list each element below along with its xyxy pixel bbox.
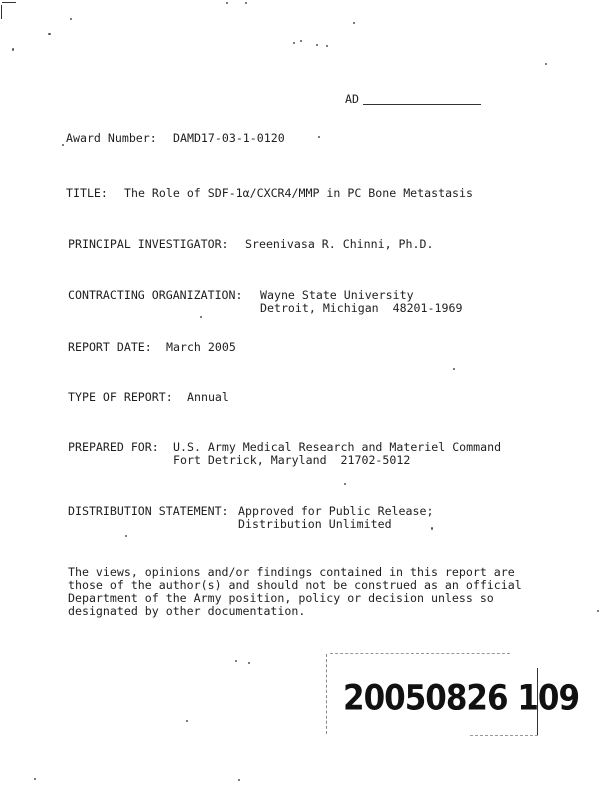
scan-mark: [12, 48, 14, 51]
scan-mark: [62, 144, 64, 146]
prepared-for-line2: Fort Detrick, Maryland 21702-5012: [173, 453, 411, 467]
ad-underline: [363, 104, 481, 105]
scan-mark: [300, 40, 302, 42]
scan-mark: [70, 18, 72, 20]
disclaimer-line: The views, opinions and/or findings contained in this report are: [68, 565, 515, 579]
scan-mark: [245, 2, 247, 4]
award-number-value: DAMD17-03-1-0120: [173, 131, 285, 145]
contracting-line2: Detroit, Michigan 48201-1969: [260, 301, 463, 315]
scan-mark: [186, 720, 188, 722]
prepared-for-label: PREPARED FOR:: [68, 440, 159, 454]
stamp-border-top: [330, 653, 510, 654]
scan-mark: [597, 610, 599, 612]
accession-number: 20050826 109: [343, 678, 580, 719]
scan-mark: [318, 136, 320, 138]
disclaimer-paragraph: [68, 566, 538, 618]
stamp-border-bottom: [470, 735, 538, 736]
report-date-label: REPORT DATE:: [68, 340, 152, 354]
scan-mark: [326, 45, 328, 47]
ad-label: AD: [345, 92, 359, 106]
title-label: TITLE:: [66, 186, 108, 200]
contracting-label: CONTRACTING ORGANIZATION:: [68, 288, 243, 302]
report-type-value: Annual: [187, 390, 229, 404]
scan-mark: [431, 527, 433, 530]
scan-mark: [1, 5, 2, 19]
scan-mark: [226, 2, 228, 4]
prepared-for-line1: U.S. Army Medical Research and Materiel Command: [173, 440, 502, 454]
scan-mark: [344, 483, 346, 485]
investigator-label: PRINCIPAL INVESTIGATOR:: [68, 237, 229, 251]
scan-mark: [545, 63, 547, 65]
investigator-value: Sreenivasa R. Chinni, Ph.D.: [245, 237, 434, 251]
scan-mark: [316, 44, 318, 46]
scan-mark: [235, 660, 237, 662]
award-number-label: Award Number:: [66, 131, 157, 145]
scan-mark: [200, 316, 202, 318]
scan-mark: [125, 535, 127, 537]
stamp-border-left: [326, 654, 327, 734]
distribution-line1: Approved for Public Release;: [238, 504, 434, 518]
contracting-line1: Wayne State University: [260, 288, 414, 302]
scan-mark: [48, 33, 51, 35]
scan-mark: [248, 662, 250, 664]
distribution-line2: Distribution Unlimited: [238, 517, 392, 531]
distribution-label: DISTRIBUTION STATEMENT:: [68, 504, 229, 518]
scan-mark: [2, 2, 16, 3]
scan-mark: [34, 778, 36, 780]
scan-mark: [353, 22, 355, 24]
scan-mark: [293, 42, 295, 44]
disclaimer-line: those of the author(s) and should not be construed as an official: [68, 578, 522, 592]
scan-mark: [238, 779, 240, 781]
report-date-value: March 2005: [166, 340, 236, 354]
scan-mark: [453, 368, 455, 370]
title-value: The Role of SDF-1α/CXCR4/MMP in PC Bone Metastasis: [124, 186, 474, 200]
report-type-label: TYPE OF REPORT:: [68, 390, 173, 404]
disclaimer-line: Department of the Army position, policy or decision unless so: [68, 591, 494, 605]
disclaimer-line: designated by other documentation.: [68, 604, 306, 618]
